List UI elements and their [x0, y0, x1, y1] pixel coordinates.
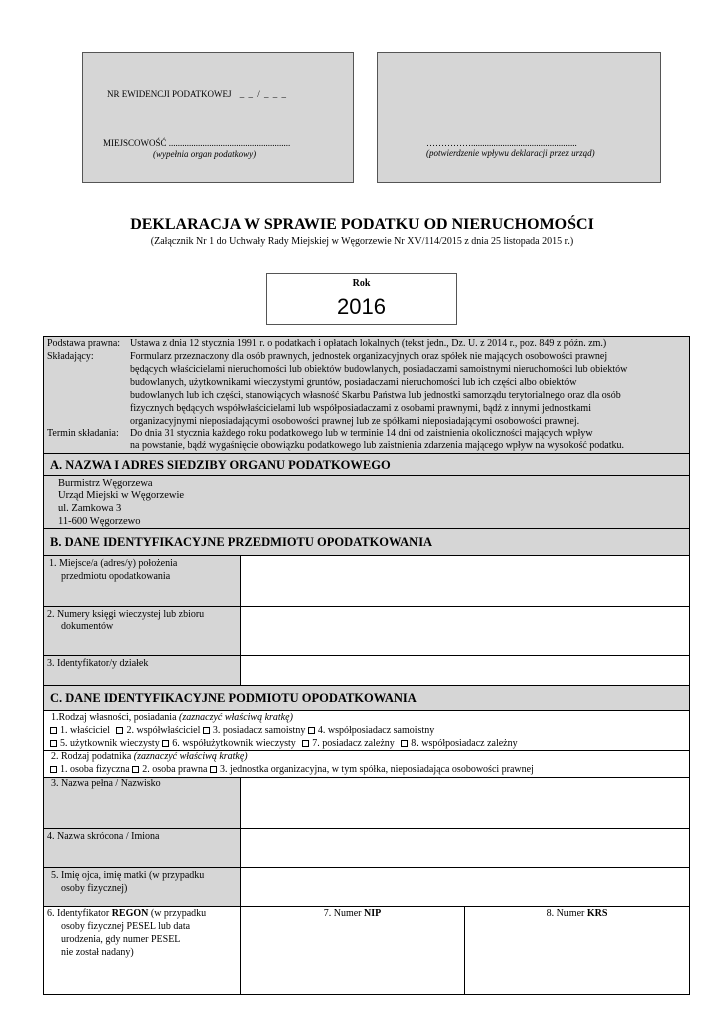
- form-frame: [43, 336, 690, 995]
- section-a-title: A. NAZWA I ADRES SIEDZIBY ORGANU PODATKOWEGO: [50, 458, 391, 472]
- rodzaj-wlasnosci: 1.Rodzaj własności, posiadania (zaznaczyć właściwą kratkę) 1. właściciel 2. współwłaściciel 3. posiadacz samoistny 4. współposiadacz samoistny 5. użytkownik wieczysty 6. współużytkownik wieczysty 7. posiadacz zależny 8. współposiadacz zależny: [51, 712, 518, 749]
- nr-ewidencji-label: NR EWIDENCJI PODATKOWEJ _ _ / _ _ _: [107, 89, 288, 99]
- year-label: Rok: [352, 278, 371, 289]
- regon-cell[interactable]: 6. Identyfikator REGON (w przypadku osoby fizycznej PESEL lub data urodzenia, gdy numer PESEL nie został nadany): [47, 908, 207, 958]
- checkbox-posiadacz-samoistny[interactable]: 3. posiadacz samoistny: [203, 725, 305, 736]
- section-c-header: [44, 686, 689, 710]
- nip-cell[interactable]: 7. Numer NIP: [323, 908, 382, 919]
- checkbox-wspolposiadacz-samoistny[interactable]: 4. współposiadacz samoistny: [308, 725, 434, 736]
- skladajacy-text-1: Formularz przeznaczony dla osób prawnych, jednostek organizacyjnych oraz spółek nie mających osobowości prawnej: [130, 351, 608, 362]
- year-value[interactable]: 2016: [337, 294, 386, 319]
- checkbox-posiadacz-zalezny[interactable]: 7. posiadacz zależny: [302, 738, 394, 749]
- skladajacy-text-4: budowlanych lub ich części, stanowiących własność Skarbu Państwa lub jednostki samorządu terytorialnego oraz dla osób: [130, 390, 621, 401]
- skladajacy-label: Składający:: [47, 351, 94, 362]
- miejscowosc-label: MIEJSCOWOŚĆ ......................................................: [103, 138, 291, 148]
- tax-office-box: [82, 52, 354, 183]
- checkbox-jednostka-organizacyjna[interactable]: 3. jednostka organizacyjna, w tym spółka, nieposiadająca osobowości prawnej: [210, 764, 534, 775]
- imie-ojca-label-cell: 5. Imię ojca, imię matki (w przypadku osoby fizycznej): [44, 868, 240, 906]
- skladajacy-text-2: będących właścicielami nieruchomości lub obiektów budowlanych, posiadaczami samoistnymi nieruchomości lub obiektów: [130, 364, 628, 375]
- podstawa-label: Podstawa prawna:: [47, 338, 121, 349]
- krs-cell[interactable]: 8. Numer KRS: [546, 908, 608, 919]
- receipt-note: (potwierdzenie wpływu deklaracji przez urząd): [426, 148, 595, 158]
- org-office: Urząd Miejski w Węgorzewie: [58, 490, 185, 501]
- checkbox-osoba-fizyczna[interactable]: 1. osoba fizyczna: [50, 764, 130, 775]
- ksiega-input[interactable]: [241, 607, 689, 655]
- checkbox-wspolposiadacz-zalezny[interactable]: 8. współposiadacz zależny: [401, 738, 517, 749]
- year-box: [266, 273, 457, 325]
- termin-text-2: na powstanie, bądź wygaśnięcie obowiązku podatkowego lub zaistnienia zdarzenia mającego wpływ na wysokość podatku.: [130, 440, 625, 451]
- nazwa-pelna-label-cell: 3. Nazwa pełna / Nazwisko: [44, 778, 240, 828]
- office-note: (wypełnia organ podatkowy): [153, 149, 257, 159]
- nazwa-skrocona-label-cell: 4. Nazwa skrócona / Imiona: [44, 829, 240, 867]
- skladajacy-text-5: fizycznych będących współwłaścicielami lub współposiadaczami z osobami prawnymi, bądź z innymi jednostkami: [130, 403, 591, 414]
- podstawa-text: Ustawa z dnia 12 stycznia 1991 r. o podatkach i opłatach lokalnych (tekst jedn., Dz. U. z 2014 r., poz. 849 z późn. zm.): [130, 338, 607, 349]
- imie-ojca-input[interactable]: [241, 868, 689, 906]
- checkbox-uzytkownik-wieczysty[interactable]: 5. użytkownik wieczysty: [50, 738, 160, 749]
- skladajacy-text-3: budowlanych, użytkownikami wieczystymi gruntów, posiadaczami nieruchomości lub ich części albo obiektów: [130, 377, 577, 388]
- checkbox-wspoluzytkownik-wieczysty[interactable]: 6. współużytkownik wieczysty: [162, 738, 296, 749]
- section-a-header: [44, 454, 689, 475]
- section-c-title: C. DANE IDENTYFIKACYJNE PODMIOTU OPODATKOWANIA: [50, 691, 417, 705]
- checkbox-wspolwlasciciel[interactable]: 2. współwłaściciel: [116, 725, 200, 736]
- nr-ewidencji-field[interactable]: _ _ / _ _ _: [239, 89, 288, 99]
- section-a-body: [44, 476, 689, 528]
- checkbox-wlasciciel[interactable]: 1. właściciel: [50, 725, 110, 736]
- nazwa-skrocona-input[interactable]: [241, 829, 689, 867]
- receipt-field[interactable]: ……………...............................................: [426, 138, 577, 148]
- org-name: Burmistrz Węgorzewa: [58, 478, 153, 489]
- dzialki-label-cell: 3. Identyfikator/y działek: [44, 656, 240, 685]
- org-city: 11-600 Węgorzewo: [58, 516, 141, 527]
- location-label-cell: 1. Miejsce/a (adres/y) położenia przedmiotu opodatkowania: [44, 556, 240, 606]
- receipt-box: [377, 52, 661, 183]
- termin-label: Termin składania:: [47, 428, 119, 439]
- dzialki-input[interactable]: [241, 656, 689, 685]
- org-street: ul. Zamkowa 3: [58, 503, 122, 514]
- ksiega-label-cell: 2. Numery księgi wieczystej lub zbioru dokumentów: [44, 607, 240, 655]
- rodzaj-podatnika: 2. Rodzaj podatnika (zaznaczyć właściwą kratkę) 1. osoba fizyczna 2. osoba prawna 3. jednostka organizacyjna, w tym spółka, nieposiadająca osobowości prawnej: [51, 751, 534, 775]
- checkbox-osoba-prawna[interactable]: 2. osoba prawna: [132, 764, 207, 775]
- miejscowosc-field[interactable]: ......................................................: [168, 138, 291, 148]
- intro-section: [44, 337, 689, 453]
- termin-text-1: Do dnia 31 stycznia każdego roku podatkowego lub w terminie 14 dni od zaistnienia okoliczności mających wpływ: [130, 428, 593, 439]
- section-b-title: B. DANE IDENTYFIKACYJNE PRZEDMIOTU OPODATKOWANIA: [50, 535, 433, 549]
- skladajacy-text-6: organizacyjnymi nieposiadającymi osobowości prawnej lub ze spółkami nieposiadającymi osobowości prawnej.: [130, 416, 580, 427]
- document-subtitle: (Załącznik Nr 1 do Uchwały Rady Miejskiej w Węgorzewie Nr XV/114/2015 z dnia 25 listopada 2015 r.): [150, 236, 574, 247]
- section-b-header: [44, 529, 689, 555]
- location-input[interactable]: [241, 556, 689, 606]
- document-title: DEKLARACJA W SPRAWIE PODATKU OD NIERUCHOMOŚCI: [130, 216, 594, 233]
- nazwa-pelna-input[interactable]: [241, 778, 689, 828]
